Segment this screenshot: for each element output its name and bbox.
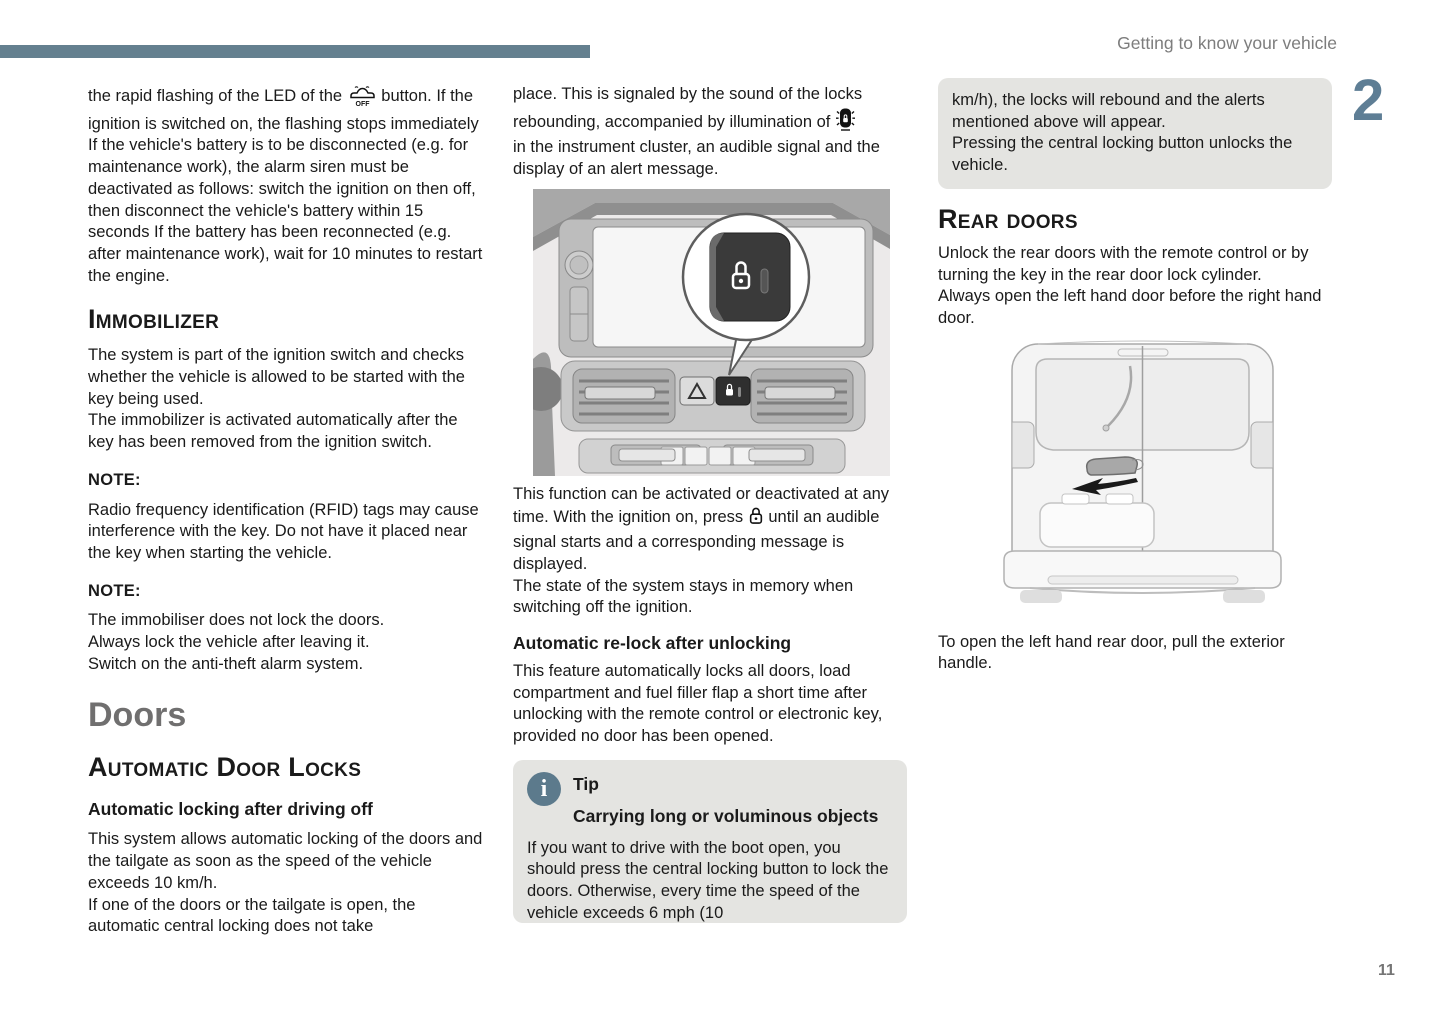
chapter-number: 2 xyxy=(1352,68,1385,133)
paragraph: The system is part of the ignition switch and checks whether the vehicle is allowed to be started with the key being used. xyxy=(88,346,465,408)
paragraph-text: until an audible signal starts and a corresponding message is displayed. xyxy=(513,507,880,573)
header-rule xyxy=(0,45,590,58)
note-label: NOTE: xyxy=(88,581,141,600)
column-left xyxy=(88,84,484,938)
paragraph-text: place. This is signaled by the sound of the locks xyxy=(513,85,863,103)
paragraph: Unlock the rear doors with the remote control or by turning the key in the rear door lock cylinder. xyxy=(938,243,1309,284)
paragraph-locks xyxy=(513,84,909,181)
note-paragraph: Radio frequency identification (RFID) tags may cause interference with the key. Do not have it placed near the key when starting the vehicle. xyxy=(88,500,479,562)
paragraph: This system allows automatic locking of the doors and the tailgate as soon as the speed of the vehicle exceeds 10 km/h. xyxy=(88,830,483,892)
van-rear-doors-illustration xyxy=(990,336,1295,626)
heading-immobilizer: Immobilizer xyxy=(88,304,220,335)
paragraph-text: the rapid flashing of the LED of the xyxy=(88,87,343,105)
paragraph: Always open the left hand door before the right hand door. xyxy=(938,287,1322,327)
tip-subtitle: Carrying long or voluminous objects xyxy=(573,805,879,826)
info-icon: i xyxy=(527,772,561,806)
tip-body: If you want to drive with the boot open, you should press the central locking button to lock the doors. Otherwise, every time the speed of the vehicle exceeds 6 mph (10 xyxy=(527,838,889,922)
paragraph: If one of the doors or the tailgate is open, the automatic central locking does not take xyxy=(88,895,416,936)
note-paragraph: Always lock the vehicle after leaving it. xyxy=(88,633,370,652)
alarm-off-button-icon xyxy=(347,84,377,114)
svg-text:OFF: OFF xyxy=(355,101,370,107)
heading-automatic-relock: Automatic re-lock after unlocking xyxy=(513,633,792,654)
page-header-title: Getting to know your vehicle xyxy=(1117,33,1337,53)
tip-box xyxy=(513,760,907,923)
paragraph: This feature automatically locks all doors, load compartment and fuel filler flap a short time after unlocking with the remote control or electronic key, provided no door has been opened. xyxy=(513,662,883,746)
note-label: NOTE: xyxy=(88,470,141,489)
dashboard-central-locking-illustration xyxy=(533,189,890,476)
paragraph-alarm xyxy=(88,84,484,287)
heading-rear-doors: Rear doors xyxy=(938,203,1078,234)
continued-note-box xyxy=(938,78,1332,189)
paragraph-text: in the instrument cluster, an audible signal and the display of an alert message. xyxy=(513,138,880,179)
heading-doors: Doors xyxy=(88,696,187,735)
box-paragraph: km/h), the locks will rebound and the alerts mentioned above will appear. xyxy=(952,91,1265,131)
heading-automatic-door-locks: Automatic Door Locks xyxy=(88,752,362,783)
tip-label: Tip xyxy=(573,773,599,794)
paragraph: The immobilizer is activated automatically after the key has been removed from the ignition switch. xyxy=(88,411,458,452)
paragraph-text: button. If the ignition is switched on, the flashing stops immediately If the vehicle's battery is to be disconnected (e.g. for maintenance work), the alarm siren must be deactivated as follows: switch the ignition on then off, then disconnect the vehicle's battery within 15 seconds If the battery has been reconnected (e.g. after maintenance work), wait for 10 minutes to restart the engine. xyxy=(88,87,483,285)
note-paragraph: Switch on the anti-theft alarm system. xyxy=(88,654,364,673)
heading-automatic-locking: Automatic locking after driving off xyxy=(88,799,373,820)
central-lock-button-icon xyxy=(748,506,764,533)
box-paragraph: Pressing the central locking button unlocks the vehicle. xyxy=(952,134,1293,175)
page-number: 11 xyxy=(1378,962,1395,979)
paragraph-text: rebounding, accompanied by illumination of xyxy=(513,112,831,131)
paragraph-text: This function can be activated or deactivated at any time. With the ignition on, press xyxy=(513,484,890,526)
paragraph-activate xyxy=(513,484,909,576)
column-middle xyxy=(513,84,909,923)
paragraph: To open the left hand rear door, pull the exterior handle. xyxy=(938,632,1285,673)
note-paragraph: The immobiliser does not lock the doors. xyxy=(88,611,385,630)
deadlock-warning-icon xyxy=(835,106,856,138)
paragraph: The state of the system stays in memory when switching off the ignition. xyxy=(513,576,854,617)
column-right xyxy=(938,78,1334,675)
